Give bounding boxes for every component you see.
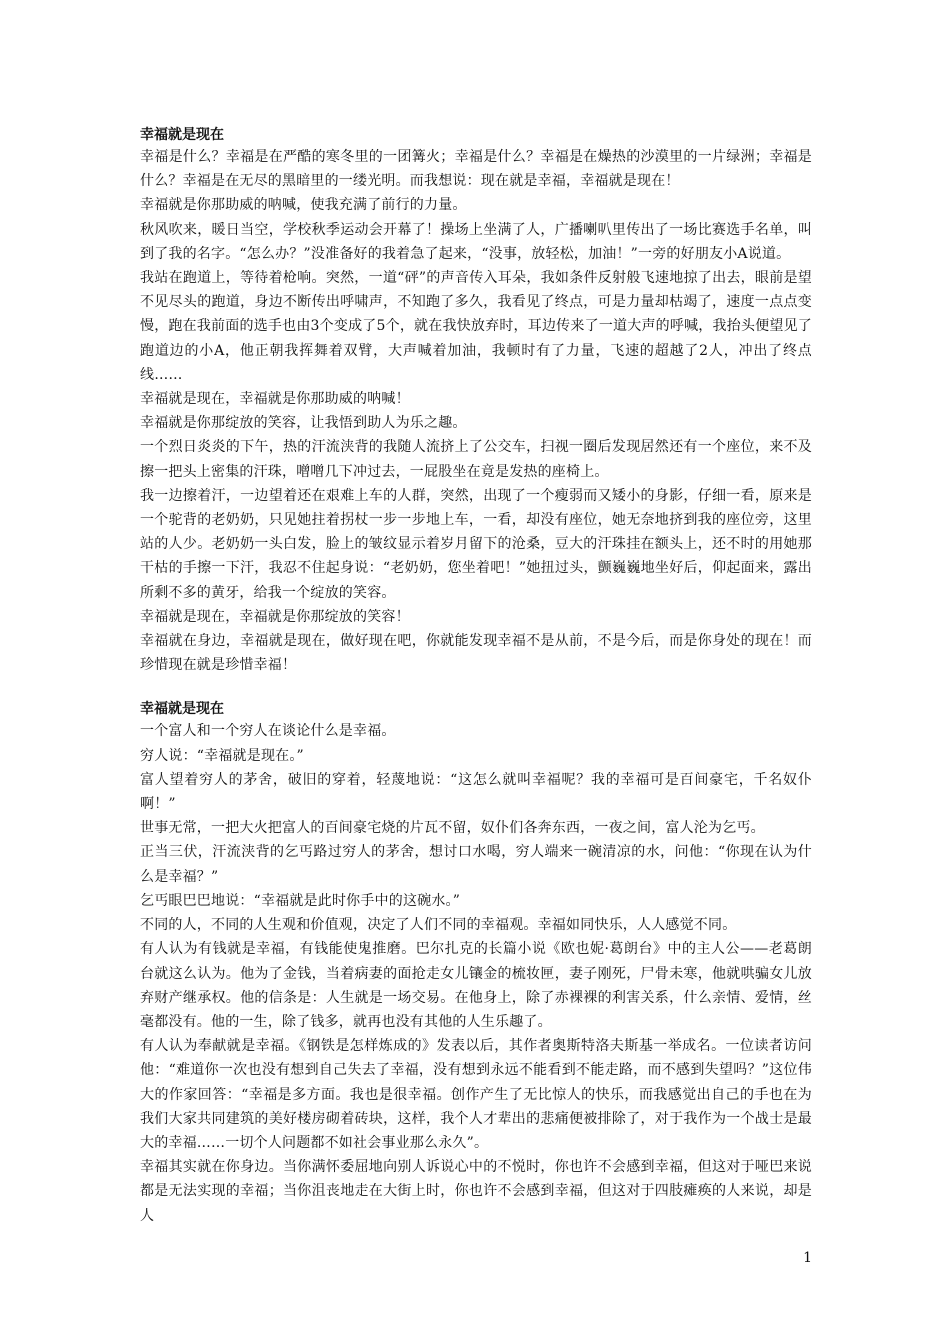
- paragraph: 幸福就是你那绽放的笑容，让我悟到助人为乐之趣。: [140, 415, 467, 432]
- paragraph: 有人认为有钱就是幸福，有钱能使鬼推磨。巴尔扎克的长篇小说《欧也妮·葛朗台》中的主人公——老葛朗台就这么认为。他为了金钱，当着病妻的面抢走女儿镶金的梳妆匣，妻子刚死，尸骨未寒，他就哄骗女儿放弃财产继承权。他的信条是：人生就是一场交易。在他身上，除了赤裸裸的利害关系，什么亲情、爱情，丝毫都没有。他的一生，除了钱多，就再也没有其他的人生乐趣了。: [140, 941, 812, 1030]
- paragraph: 幸福就在身边，幸福就是现在，做好现在吧，你就能发现幸福不是从前，不是今后，而是你身处的现在！而珍惜现在就是珍惜幸福！: [140, 633, 812, 674]
- page-number: 1: [803, 1250, 812, 1266]
- section-title: 幸福就是现在: [140, 127, 224, 143]
- section-1: [140, 125, 812, 677]
- paragraph: 一个富人和一个穷人在谈论什么是幸福。: [140, 723, 396, 740]
- paragraph: 幸福就是你那助威的呐喊，使我充满了前行的力量。: [140, 197, 467, 214]
- paragraph: 乞丐眼巴巴地说：“幸福就是此时你手中的这碗水。”: [140, 892, 461, 909]
- paragraph: 幸福就是现在，幸福就是你那助威的呐喊！: [140, 391, 410, 408]
- section-2: [140, 699, 812, 1227]
- paragraph: 一个烈日炎炎的下午，热的汗流浃背的我随人流挤上了公交车，扫视一圈后发现居然还有一个座位，来不及擦一把头上密集的汗珠，噌噌几下冲过去，一屁股坐在竟是发热的座椅上。: [140, 439, 812, 480]
- section-spacer: [140, 677, 812, 699]
- paragraph: 穷人说：“幸福就是现在。”: [140, 747, 304, 764]
- paragraph: 幸福其实就在你身边。当你满怀委屈地向别人诉说心中的不悦时，你也许不会感到幸福，但这对于哑巴来说都是无法实现的幸福；当你沮丧地走在大街上时，你也许不会感到幸福，但这对于四肢瘫痪的人来说，却是人: [140, 1159, 812, 1224]
- paragraph: 正当三伏，汗流浃背的乞丐路过穷人的茅舍，想讨口水喝，穷人端来一碗清凉的水，问他：“你现在认为什么是幸福？”: [140, 844, 812, 885]
- paragraph: 幸福是什么？幸福是在严酷的寒冬里的一团篝火；幸福是什么？幸福是在燥热的沙漠里的一片绿洲；幸福是什么？幸福是在无尽的黑暗里的一缕光明。而我想说：现在就是幸福，幸福就是现在！: [140, 149, 812, 190]
- section-title: 幸福就是现在: [140, 701, 224, 718]
- paragraph: 富人望着穷人的茅舍，破旧的穿着，轻蔑地说：“这怎么就叫幸福呢？我的幸福可是百间豪宅，千名奴仆啊！”: [140, 771, 812, 813]
- paragraph: 世事无常，一把大火把富人的百间豪宅烧的片瓦不留，奴仆们各奔东西，一夜之间，富人沦为乞丐。: [140, 820, 765, 837]
- paragraph: 不同的人，不同的人生观和价值观，决定了人们不同的幸福观。幸福如同快乐，人人感觉不同。: [140, 917, 737, 934]
- paragraph: 我一边擦着汗，一边望着还在艰难上车的人群，突然，出现了一个瘦弱而又矮小的身影，仔细一看，原来是一个驼背的老奶奶，只见她拄着拐杖一步一步地上车，一看，却没有座位，她无奈地挤到我的座位旁，这里站的人少。老奶奶一头白发，脸上的皱纹显示着岁月留下的沧桑，豆大的汗珠挂在额头上，还不时的用她那干枯的手擦一下汗，我忍不住起身说：“老奶奶，您坐着吧！”她扭过头，颤巍巍地坐好后，仰起面来，露出所剩不多的黄牙，给我一个绽放的笑容。: [140, 487, 812, 601]
- paragraph: 幸福就是现在，幸福就是你那绽放的笑容！: [140, 608, 410, 625]
- paragraph: 我站在跑道上，等待着枪响。突然，一道“砰”的声音传入耳朵，我如条件反射般飞速地掠了出去，眼前是望不见尽头的跑道，身边不断传出呼啸声，不知跑了多久，我看见了终点，可是力量却枯竭了，速度一点点变慢，跑在我前面的选手也由3个变成了5个，就在我快放弃时，耳边传来了一道大声的呼喊，我抬头便望见了跑道边的小A，他正朝我挥舞着双臂，大声喊着加油，我顿时有了力量，飞速的超越了2人，冲出了终点线……: [140, 270, 812, 383]
- paragraph: 秋风吹来，暖日当空，学校秋季运动会开幕了！操场上坐满了人，广播喇叭里传出了一场比赛选手名单，叫到了我的名字。“怎么办？”没准备好的我着急了起来，“没事，放轻松，加油！”一旁的好朋友小A说道。: [140, 221, 812, 262]
- document-page: [140, 125, 812, 1228]
- paragraph: 有人认为奉献就是幸福。《钢铁是怎样炼成的》发表以后，其作者奥斯特洛夫斯基一举成名。一位读者访问他：“难道你一次也没有想到自己失去了幸福，没有想到永远不能看到不能走路，而不感到失望吗？”这位伟大的作家回答：“幸福是多方面。我也是很幸福。创作产生了无比惊人的快乐，而我感觉出自己的手也在为我们大家共同建筑的美好楼房砌着砖块，这样，我个人才辈出的悲痛便被排除了，对于我作为一个战士是最大的幸福……一切个人问题都不如社会事业那么永久”。: [140, 1038, 812, 1151]
